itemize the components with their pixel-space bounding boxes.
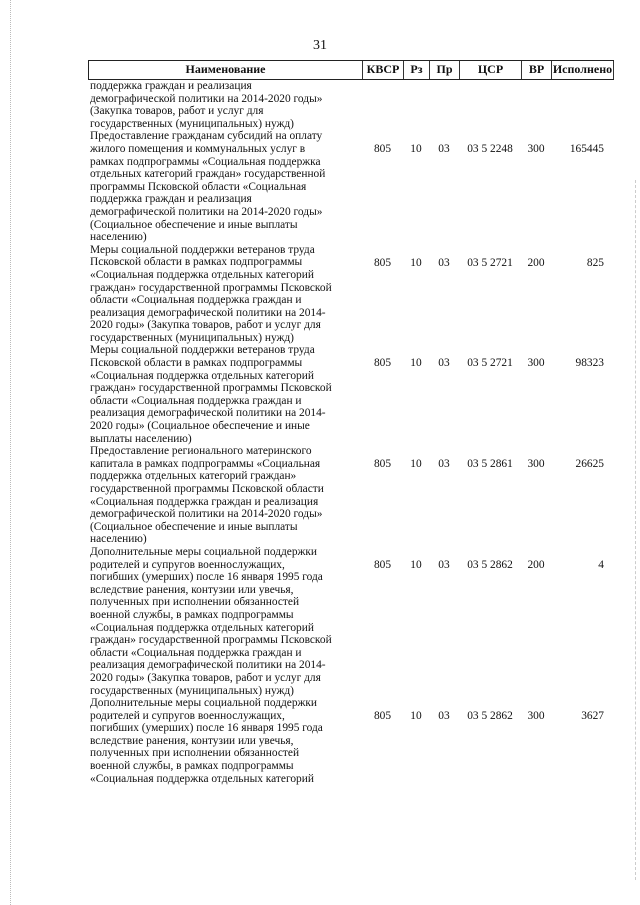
row-name-line: «Социальная поддержка граждан и реализация	[90, 495, 319, 508]
budget-table	[88, 60, 614, 785]
row-executed: 3627	[581, 710, 604, 723]
row-executed: 825	[586, 256, 604, 269]
row-csr: 03 5 2861	[467, 458, 513, 471]
row-name	[88, 130, 362, 243]
row-rz: 10	[410, 710, 422, 723]
row-name-line: поддержка граждан и реализация	[90, 193, 252, 206]
row-kvsr: 805	[373, 558, 392, 571]
row-name-line: погибших (умерших) после 16 января 1995 года	[90, 722, 323, 735]
row-csr	[459, 93, 521, 130]
row-name-line: Дополнительные меры социальной поддержки	[90, 545, 318, 558]
row-kvsr: 805	[373, 357, 392, 370]
row-name-line: поддержка отдельных категорий граждан»	[90, 470, 297, 483]
row-name-line: граждан» государственной программы Псковской	[90, 281, 332, 294]
row-name	[88, 445, 362, 546]
header-pr: Пр	[429, 61, 459, 79]
row-name-line: Меры социальной поддержки ветеранов труда	[90, 243, 315, 256]
row-name-line: населению)	[90, 231, 147, 244]
row-csr: 03 5 2248	[467, 143, 513, 156]
row-pr: 03	[438, 256, 450, 269]
row-name	[88, 244, 362, 345]
row-rz: 10	[410, 458, 422, 471]
row-name-line: 2020 годы» (Закупка товаров, работ и услуг для	[90, 319, 321, 332]
row-rz: 10	[410, 558, 422, 571]
row-name-line: Псковской области в рамках подпрограммы	[90, 256, 303, 269]
row-name-line: родителей и супругов военнослужащих,	[90, 558, 285, 571]
table-row	[88, 80, 614, 130]
row-kvsr: 805	[373, 143, 392, 156]
header-rz: Рз	[403, 61, 429, 79]
page-number: 31	[313, 38, 327, 53]
row-pr: 03	[438, 458, 450, 471]
table-row	[88, 130, 614, 243]
row-name-line: (Социальное обеспечение и иные выплаты	[90, 520, 298, 533]
row-name-line: вследствие ранения, контузии или увечья,	[90, 583, 294, 596]
row-kvsr: 805	[373, 458, 392, 471]
row-executed: 26625	[575, 458, 604, 471]
row-pr	[429, 93, 459, 130]
scan-edge-left	[0, 0, 11, 905]
header-name: Наименование	[88, 61, 362, 79]
row-kvsr: 805	[373, 710, 392, 723]
row-name-line: граждан» государственной программы Псковской	[90, 634, 332, 647]
row-name	[88, 344, 362, 445]
row-vr	[521, 93, 551, 130]
row-name-line: граждан» государственной программы Псковской	[90, 382, 332, 395]
row-rz: 10	[410, 143, 422, 156]
row-name-line: государственных (муниципальных) нужд)	[90, 117, 294, 130]
row-name-line: рамках подпрограммы «Социальная поддержка	[90, 155, 321, 168]
table-row	[88, 697, 614, 785]
row-executed: 4	[598, 558, 604, 571]
row-name-line: жилого помещения и коммунальных услуг в	[90, 142, 306, 155]
row-name-line: реализация демографической политики на 2014-	[90, 306, 326, 319]
row-name-line: 2020 годы» (Социальное обеспечение и иные	[90, 420, 310, 433]
row-executed	[551, 93, 614, 130]
scan-edge-right	[633, 180, 636, 880]
table-header	[88, 60, 614, 80]
row-name-line: капитала в рамках подпрограммы «Социальная	[90, 457, 321, 470]
row-pr: 03	[438, 710, 450, 723]
row-name-line: населению)	[90, 533, 147, 546]
row-name-line: Псковской области в рамках подпрограммы	[90, 357, 303, 370]
table-row	[88, 445, 614, 546]
row-csr: 03 5 2721	[467, 357, 513, 370]
row-name-line: реализация демографической политики на 2014-	[90, 659, 326, 672]
row-name-line: государственных (муниципальных) нужд)	[90, 331, 294, 344]
row-csr: 03 5 2862	[467, 710, 513, 723]
row-name-line: области «Социальная поддержка граждан и	[90, 646, 302, 659]
row-name-line: государственной программы Псковской области	[90, 483, 324, 495]
row-name-line: области «Социальная поддержка граждан и	[90, 394, 302, 407]
row-name-line: военной службы, в рамках подпрограммы	[90, 760, 294, 773]
row-rz: 10	[410, 256, 422, 269]
row-name-line: (Закупка товаров, работ и услуг для	[90, 105, 264, 118]
row-name-line: Предоставление гражданам субсидий на оплату	[90, 130, 323, 143]
row-name-line: демографической политики на 2014-2020 годы»	[90, 508, 323, 521]
row-vr: 300	[527, 710, 545, 723]
row-name-line: родителей и супругов военнослужащих,	[90, 709, 285, 722]
row-name-line: области «Социальная поддержка граждан и	[90, 294, 302, 307]
row-executed: 98323	[575, 357, 604, 370]
header-kvsr: КВСР	[362, 61, 403, 79]
row-vr: 300	[527, 143, 545, 156]
row-name-line: государственных (муниципальных) нужд)	[90, 684, 294, 697]
row-executed: 165445	[569, 143, 604, 156]
row-pr: 03	[438, 143, 450, 156]
row-name-line: демографической политики на 2014-2020 годы»	[90, 205, 323, 218]
row-name-line: Дополнительные меры социальной поддержки	[90, 697, 318, 710]
row-name-line: Меры социальной поддержки ветеранов труда	[90, 344, 315, 357]
row-name-line: «Социальная поддержка отдельных категорий	[90, 268, 314, 281]
row-kvsr: 805	[373, 256, 392, 269]
row-vr: 200	[527, 256, 545, 269]
row-name-line: вследствие ранения, контузии или увечья,	[90, 734, 294, 747]
row-kvsr	[362, 93, 403, 130]
row-vr: 300	[527, 357, 545, 370]
row-name-line: выплаты населению)	[90, 432, 192, 445]
row-name-line: (Социальное обеспечение и иные выплаты	[90, 218, 298, 231]
row-name-line: погибших (умерших) после 16 января 1995 года	[90, 571, 323, 584]
row-name-line: «Социальная поддержка отдельных категорий	[90, 369, 314, 382]
row-pr: 03	[438, 357, 450, 370]
row-rz: 10	[410, 357, 422, 370]
row-csr: 03 5 2721	[467, 256, 513, 269]
row-name-line: «Социальная поддержка отдельных категорий	[90, 772, 314, 785]
row-name-line: военной службы, в рамках подпрограммы	[90, 608, 294, 621]
table-row	[88, 546, 614, 697]
row-name	[88, 546, 362, 697]
row-name-line: Предоставление регионального материнского	[90, 445, 312, 458]
header-csr: ЦСР	[459, 61, 521, 79]
table-row	[88, 244, 614, 345]
row-name-line: 2020 годы» (Закупка товаров, работ и услуг для	[90, 671, 321, 684]
row-rz	[403, 93, 429, 130]
row-name	[88, 80, 362, 130]
header-vr: ВР	[521, 61, 551, 79]
row-name-line: реализация демографической политики на 2014-	[90, 407, 326, 420]
row-name-line: полученных при исполнении обязанностей	[90, 596, 300, 609]
header-executed: Исполнено	[551, 61, 614, 79]
row-pr: 03	[438, 558, 450, 571]
row-vr: 300	[527, 458, 545, 471]
row-name	[88, 697, 362, 785]
row-vr: 200	[527, 558, 545, 571]
row-name-line: поддержка граждан и реализация	[90, 80, 252, 92]
row-name-line: «Социальная поддержка отдельных категорий	[90, 621, 314, 634]
row-csr: 03 5 2862	[467, 558, 513, 571]
row-name-line: отдельных категорий граждан» государственной	[90, 168, 326, 181]
row-name-line: программы Псковской области «Социальная	[90, 180, 307, 193]
table-row	[88, 344, 614, 445]
row-name-line: полученных при исполнении обязанностей	[90, 747, 300, 760]
row-name-line: демографической политики на 2014-2020 годы»	[90, 92, 323, 105]
table-body	[88, 80, 614, 785]
